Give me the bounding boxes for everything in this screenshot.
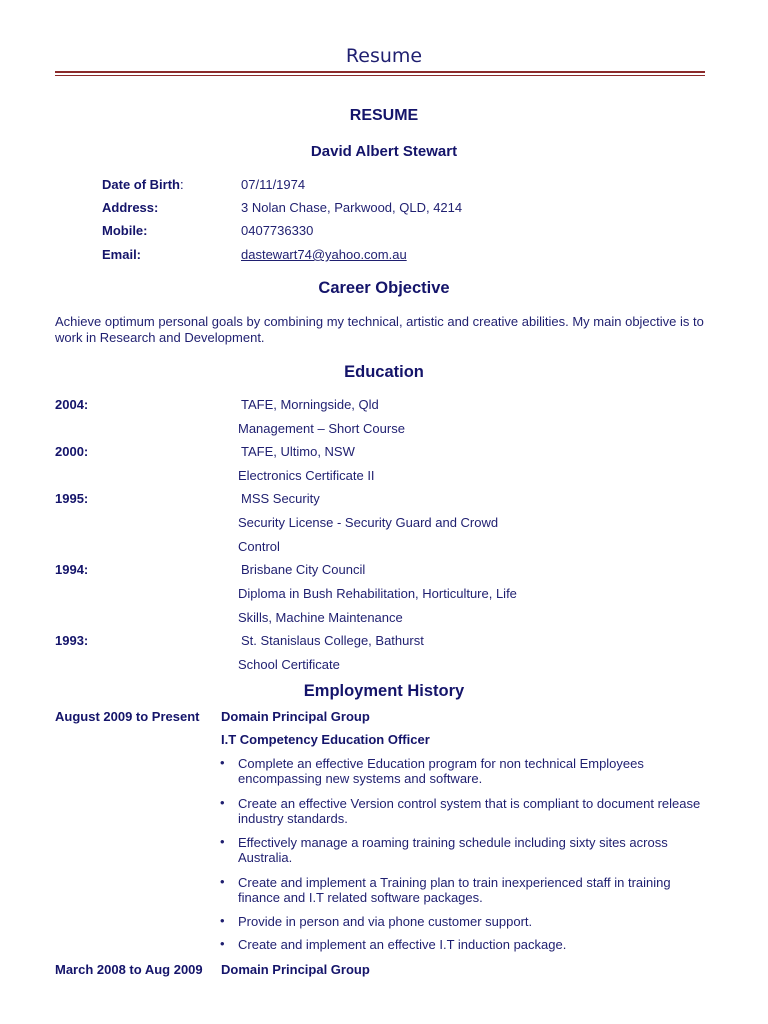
mobile-label: Mobile:: [102, 223, 148, 238]
job-employer: Domain Principal Group: [221, 962, 370, 977]
page-title: Resume: [345, 45, 423, 67]
dob-value: 07/11/1974: [241, 177, 306, 192]
duty-text: Complete an effective Education program for non technical Employees encompassing new systems and software.: [238, 756, 644, 786]
bullet-icon: •: [220, 795, 225, 810]
dob-label-text: Date of Birth: [102, 177, 180, 192]
career-objective-heading: Career Objective: [318, 279, 450, 297]
career-objective-text: Achieve optimum personal goals by combining my technical, artistic and creative abilities. My main objective is to work in Research and Development.: [55, 314, 704, 345]
edu-course: Electronics Certificate II: [238, 468, 375, 483]
address-value: 3 Nolan Chase, Parkwood, QLD, 4214: [241, 200, 463, 215]
duty-text: Effectively manage a roaming training schedule including sixty sites across Australia.: [238, 835, 668, 865]
title-rule-thin: [55, 75, 705, 76]
edu-course: Management – Short Course: [238, 421, 405, 436]
edu-institution: Brisbane City Council: [241, 562, 366, 577]
edu-year: 1993:: [55, 633, 89, 648]
edu-year: 2000:: [55, 444, 89, 459]
resume-heading: RESUME: [349, 107, 419, 124]
bullet-icon: •: [220, 936, 225, 951]
edu-course: School Certificate: [238, 657, 340, 672]
title-rule-thick: [55, 71, 705, 73]
candidate-name: David Albert Stewart: [310, 143, 458, 160]
mobile-value: 0407736330: [241, 223, 314, 238]
job-employer: Domain Principal Group: [221, 709, 370, 724]
bullet-icon: •: [220, 913, 225, 928]
email-link[interactable]: dastewart74@yahoo.com.au: [241, 247, 407, 262]
edu-institution: TAFE, Morningside, Qld: [241, 397, 379, 412]
address-label: Address:: [102, 200, 159, 215]
email-label: Email:: [102, 247, 142, 262]
dob-label: [102, 177, 184, 192]
bullet-icon: •: [220, 874, 225, 889]
education-heading: Education: [344, 363, 424, 381]
duty-item: [220, 795, 708, 826]
edu-institution: TAFE, Ultimo, NSW: [241, 444, 355, 459]
edu-year: 1995:: [55, 491, 89, 506]
duty-item: [220, 755, 708, 786]
edu-course: Security License - Security Guard and Crowd: [238, 515, 499, 530]
job-period: March 2008 to Aug 2009: [55, 962, 203, 977]
duty-item: [220, 913, 708, 929]
duty-item: [220, 936, 708, 952]
job-role: I.T Competency Education Officer: [221, 732, 430, 747]
duty-text: Create and implement an effective I.T induction package.: [238, 937, 567, 952]
edu-institution: MSS Security: [241, 491, 320, 506]
edu-course: Diploma in Bush Rehabilitation, Horticulture, Life: [238, 586, 517, 601]
job-period: August 2009 to Present: [55, 709, 200, 724]
edu-year: 2004:: [55, 397, 89, 412]
employment-heading: Employment History: [303, 682, 465, 700]
edu-course: Skills, Machine Maintenance: [238, 610, 403, 625]
bullet-icon: •: [220, 834, 225, 849]
duty-text: Create an effective Version control system that is compliant to document release industry standards.: [238, 796, 701, 826]
edu-year: 1994:: [55, 562, 89, 577]
bullet-icon: •: [220, 755, 225, 770]
duty-item: [220, 834, 708, 865]
duty-text: Create and implement a Training plan to train inexperienced staff in training finance and I.T related software packages.: [238, 875, 671, 905]
edu-course: Control: [238, 539, 280, 554]
duty-item: [220, 874, 708, 905]
edu-institution: St. Stanislaus College, Bathurst: [241, 633, 424, 648]
duty-text: Provide in person and via phone customer support.: [238, 914, 533, 929]
dob-colon: :: [180, 177, 184, 192]
